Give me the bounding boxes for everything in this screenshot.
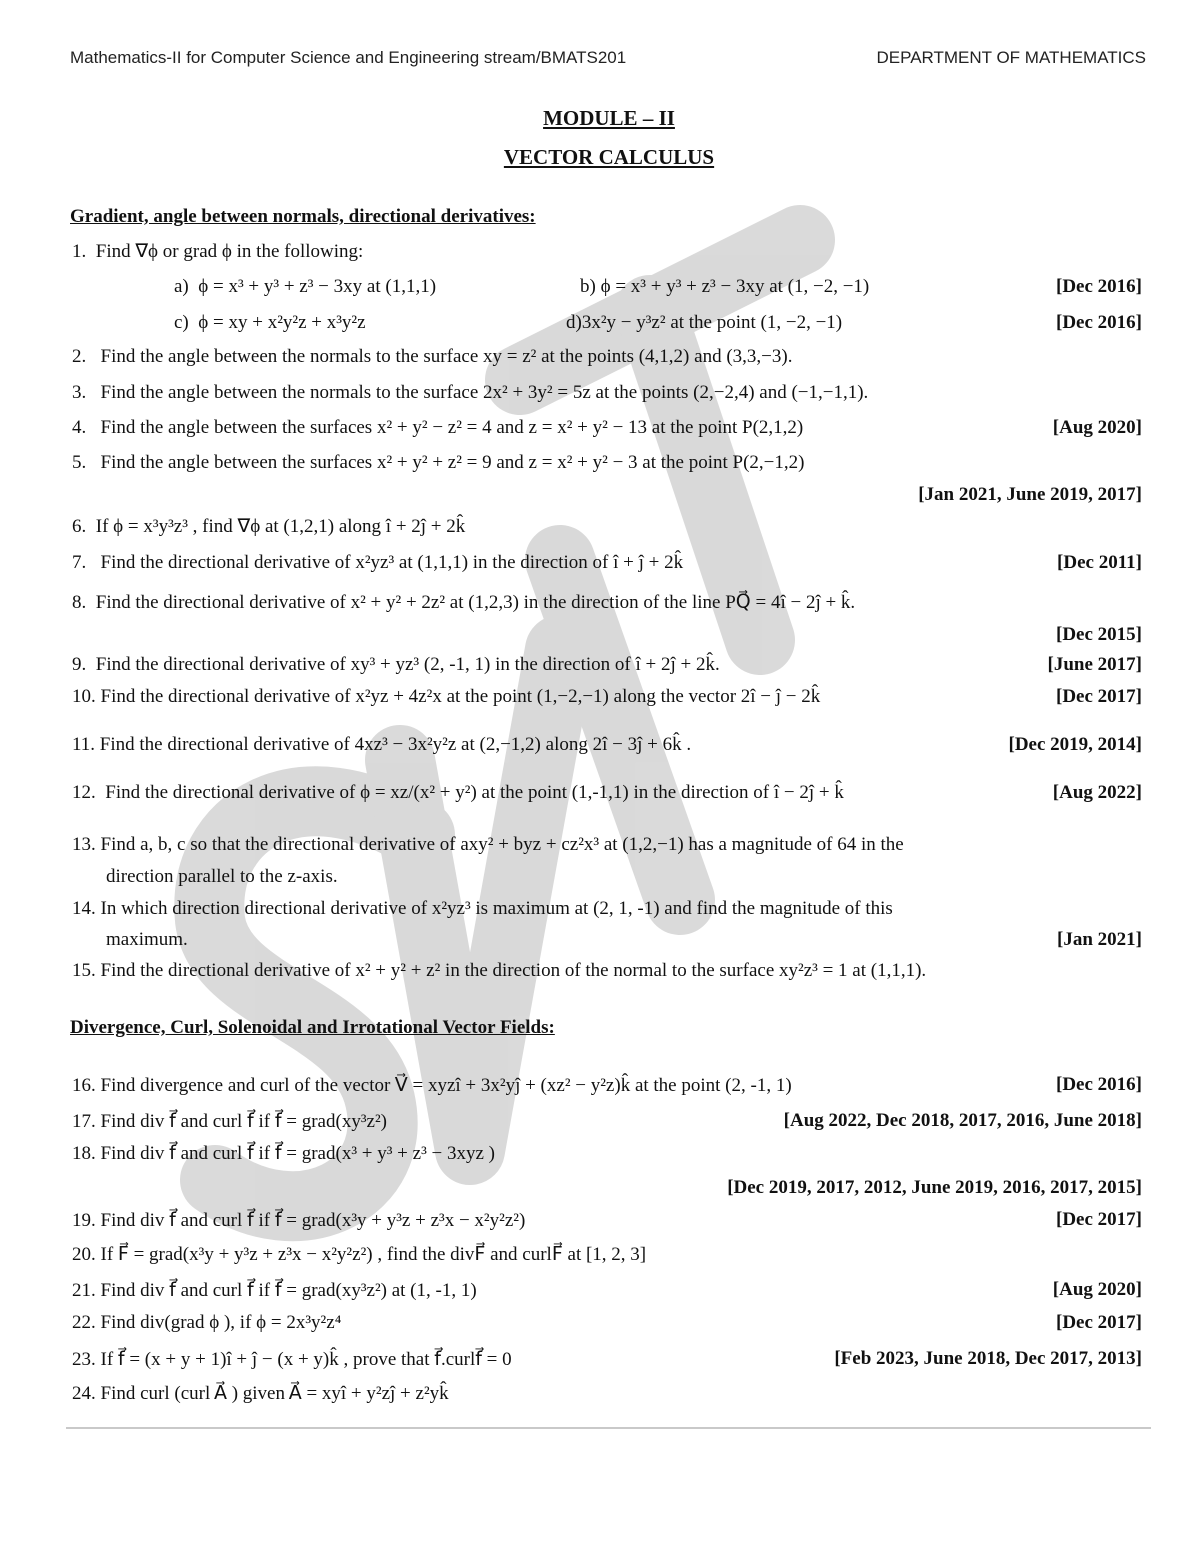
- exam-ref-11: [Dec 2019, 2014]: [1008, 734, 1142, 755]
- exam-ref-1b: [Dec 2016]: [1056, 276, 1142, 297]
- exam-ref-21: [Aug 2020]: [1052, 1279, 1142, 1300]
- exam-ref-16: [Dec 2016]: [1056, 1074, 1142, 1095]
- question-24: 24. Find curl (curl A⃗ ) given A⃗ = xyî + y²zĵ + z²yk̂: [72, 1383, 449, 1404]
- question-17: 17. Find div f⃗ and curl f⃗ if f⃗ = grad(xy³z²): [72, 1111, 387, 1132]
- question-1b: b) ϕ = x³ + y³ + z³ − 3xy at (1, −2, −1): [580, 276, 870, 297]
- question-7: 7. Find the directional derivative of x²yz³ at (1,1,1) in the direction of î + ĵ + 2k̂: [72, 552, 684, 573]
- module-title: MODULE – II: [543, 106, 675, 130]
- question-13: 13. Find a, b, c so that the directional derivative of axy² + byz + cz²x³ at (1,2,−1) has a magnitude of 64 in the: [72, 834, 904, 855]
- question-20: 20. If F⃗ = grad(x³y + y³z + z³x − x²y²z²) , find the divF⃗ and curlF⃗ at [1, 2, 3]: [72, 1244, 647, 1265]
- footer-divider: [66, 1427, 1151, 1429]
- exam-ref-10: [Dec 2017]: [1056, 686, 1142, 707]
- exam-ref-5: [Jan 2021, June 2019, 2017]: [918, 484, 1142, 505]
- question-2: 2. Find the angle between the normals to the surface xy = z² at the points (4,1,2) and (3,3,−3).: [72, 346, 793, 367]
- question-1a: a) ϕ = x³ + y³ + z³ − 3xy at (1,1,1): [174, 276, 437, 297]
- question-10: 10. Find the directional derivative of x²yz + 4z²x at the point (1,−2,−1) along the vector 2î − ĵ − 2k̂: [72, 686, 821, 707]
- question-8: 8. Find the directional derivative of x² + y² + 2z² at (1,2,3) in the direction of the line PQ⃗ = 4î − 2ĵ + k̂.: [72, 592, 856, 613]
- question-12: 12. Find the directional derivative of ϕ = xz/(x² + y²) at the point (1,-1,1) in the direction of î − 2ĵ + k̂: [72, 782, 844, 803]
- question-16: 16. Find divergence and curl of the vector V⃗ = xyzî + 3x²yĵ + (xz² − y²z)k̂ at the point (2, -1, 1): [72, 1075, 792, 1096]
- exam-ref-14: [Jan 2021]: [1057, 929, 1142, 950]
- question-5: 5. Find the angle between the surfaces x² + y² + z² = 9 and z = x² + y² − 3 at the point P(2,−1,2): [72, 452, 805, 473]
- question-1c: c) ϕ = xy + x²y²z + x³y²z: [174, 312, 366, 333]
- question-11: 11. Find the directional derivative of 4xz³ − 3x²y²z at (2,−1,2) along 2î − 3ĵ + 6k̂ .: [72, 734, 692, 755]
- exam-ref-4: [Aug 2020]: [1052, 417, 1142, 438]
- exam-ref-17: [Aug 2022, Dec 2018, 2017, 2016, June 2018]: [783, 1110, 1142, 1131]
- question-9: 9. Find the directional derivative of xy³ + yz³ (2, -1, 1) in the direction of î + 2ĵ + 2k̂.: [72, 654, 720, 675]
- exam-ref-7: [Dec 2011]: [1057, 552, 1142, 573]
- question-15: 15. Find the directional derivative of x² + y² + z² in the direction of the normal to the surface xy²z³ = 1 at (1,1,1).: [72, 960, 927, 981]
- exam-ref-23: [Feb 2023, June 2018, Dec 2017, 2013]: [834, 1348, 1142, 1369]
- question-14-cont: maximum.: [106, 929, 188, 950]
- exam-ref-19: [Dec 2017]: [1056, 1209, 1142, 1230]
- exam-ref-1d: [Dec 2016]: [1056, 312, 1142, 333]
- question-1d: d)3x²y − y³z² at the point (1, −2, −1): [566, 312, 843, 333]
- question-14: 14. In which direction directional derivative of x²yz³ is maximum at (2, 1, -1) and find the magnitude of this: [72, 898, 893, 919]
- question-18: 18. Find div f⃗ and curl f⃗ if f⃗ = grad(x³ + y³ + z³ − 3xyz ): [72, 1143, 496, 1164]
- exam-ref-22: [Dec 2017]: [1056, 1312, 1142, 1333]
- exam-ref-18: [Dec 2019, 2017, 2012, June 2019, 2016, 2017, 2015]: [727, 1177, 1142, 1198]
- question-1: 1. Find ∇ϕ or grad ϕ in the following:: [72, 241, 364, 262]
- exam-ref-8: [Dec 2015]: [1056, 624, 1142, 645]
- section-heading-divergence: Divergence, Curl, Solenoidal and Irrotational Vector Fields:: [70, 1017, 555, 1038]
- question-3: 3. Find the angle between the normals to the surface 2x² + 3y² = 5z at the points (2,−2,4) and (−1,−1,1).: [72, 382, 869, 403]
- exam-ref-9: [June 2017]: [1047, 654, 1142, 675]
- header-course-title: Mathematics-II for Computer Science and Engineering stream/BMATS201: [70, 48, 627, 67]
- section-heading-gradient: Gradient, angle between normals, directional derivatives:: [70, 206, 536, 227]
- question-21: 21. Find div f⃗ and curl f⃗ if f⃗ = grad(xy³z²) at (1, -1, 1): [72, 1280, 477, 1301]
- question-23: 23. If f⃗ = (x + y + 1)î + ĵ − (x + y)k̂ , prove that f⃗.curlf⃗ = 0: [72, 1349, 512, 1370]
- question-4: 4. Find the angle between the surfaces x² + y² − z² = 4 and z = x² + y² − 13 at the point P(2,1,2): [72, 417, 804, 438]
- question-19: 19. Find div f⃗ and curl f⃗ if f⃗ = grad(x³y + y³z + z³x − x²y²z²): [72, 1210, 526, 1231]
- exam-ref-12: [Aug 2022]: [1052, 782, 1142, 803]
- question-6: 6. If ϕ = x³y³z³ , find ∇ϕ at (1,2,1) along î + 2ĵ + 2k̂: [72, 516, 466, 537]
- topic-title: VECTOR CALCULUS: [503, 145, 715, 169]
- question-13-cont: direction parallel to the z-axis.: [106, 866, 338, 887]
- header-department: DEPARTMENT OF MATHEMATICS: [876, 48, 1146, 67]
- question-22: 22. Find div(grad ϕ ), if ϕ = 2x³y²z⁴: [72, 1312, 342, 1333]
